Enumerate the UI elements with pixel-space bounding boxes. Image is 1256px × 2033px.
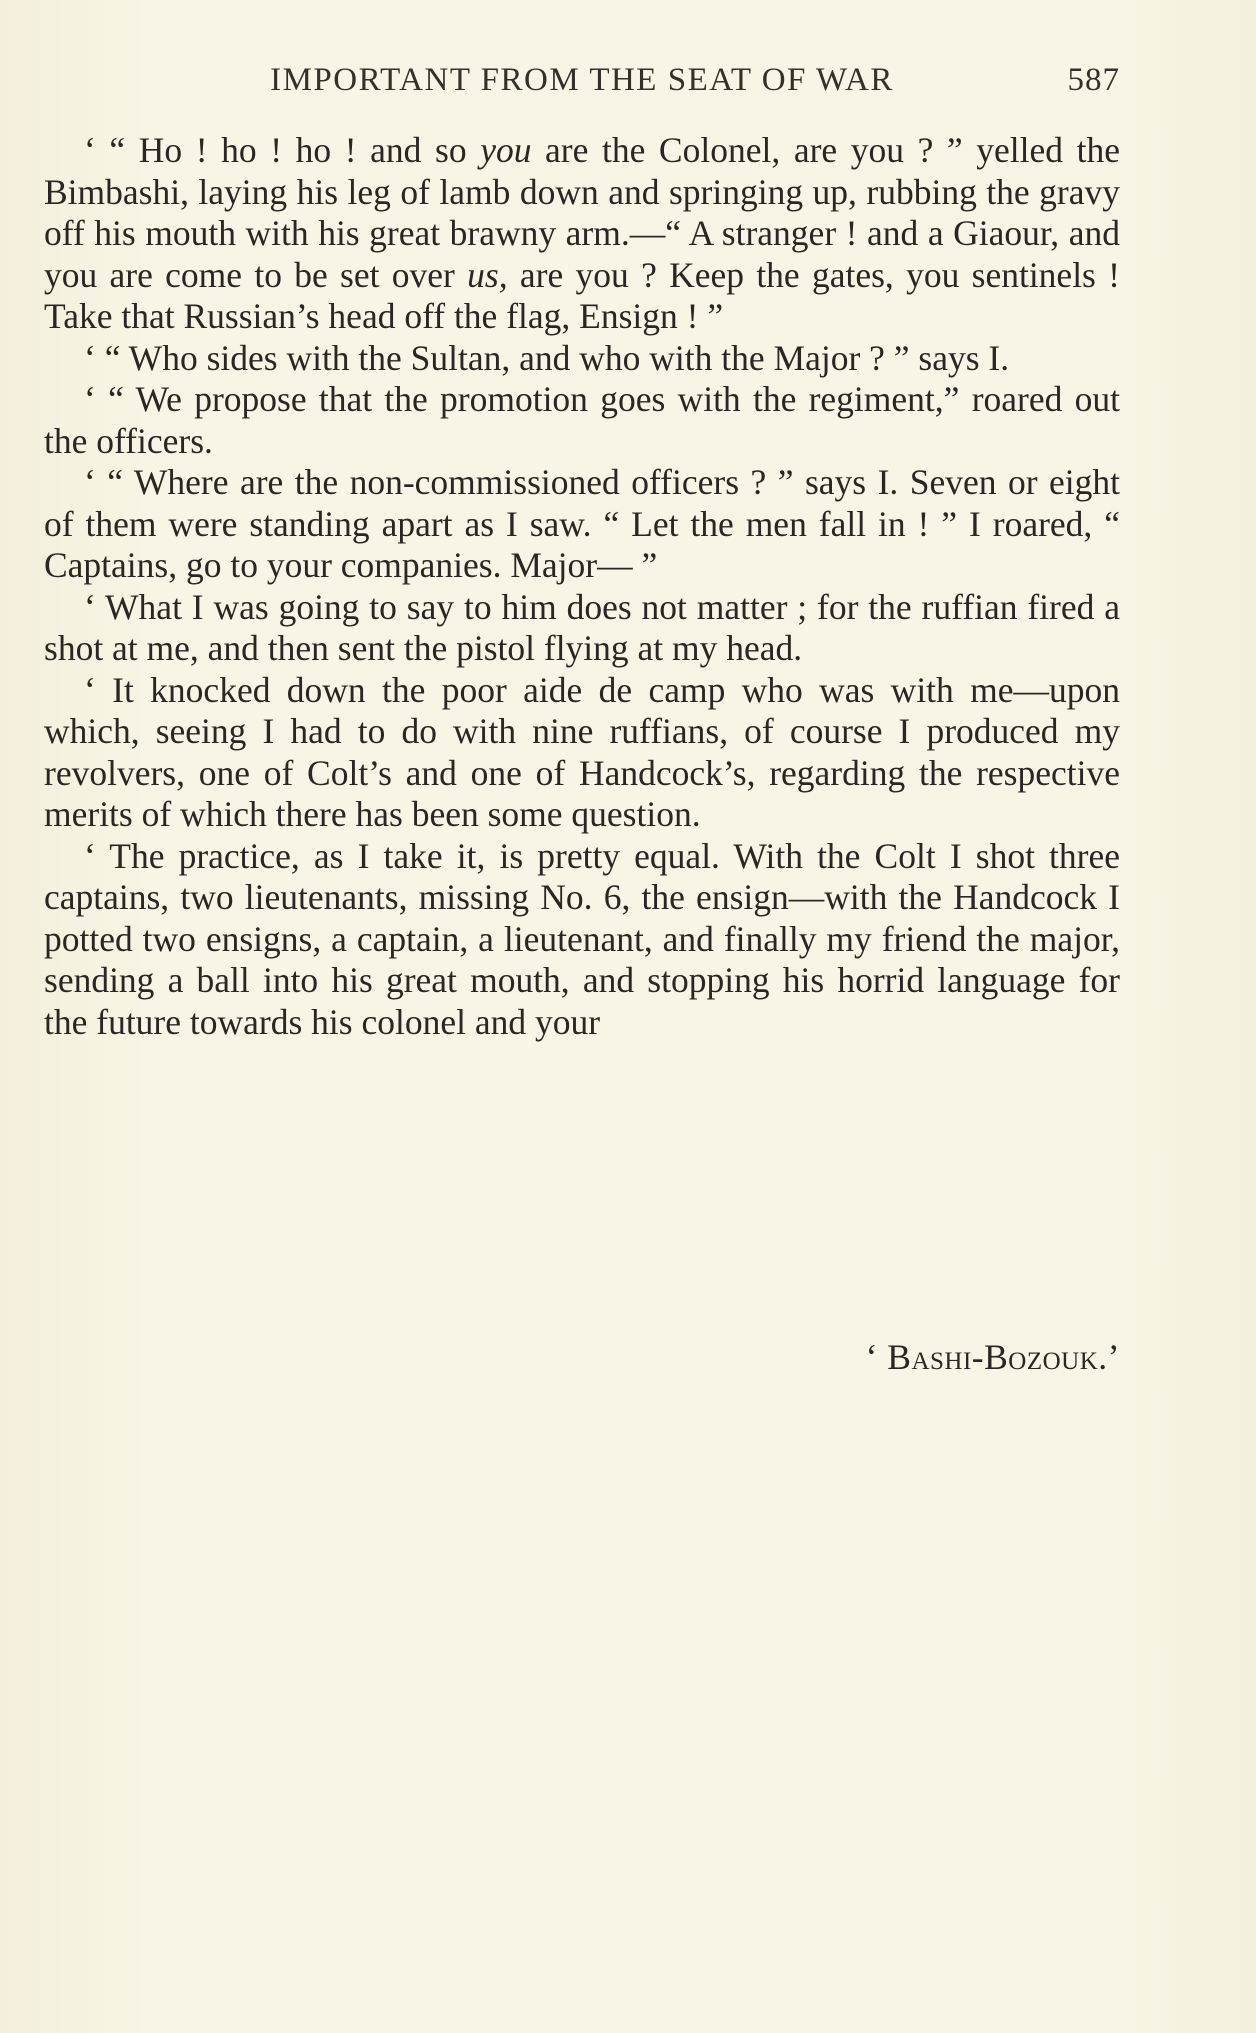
signature: ‘ Bashi-Bozouk.’ [865,1337,1120,1377]
paragraph-text: ‘ “ Ho ! ho ! ho ! and so [84,130,481,170]
running-head [44,56,1120,104]
italic-emphasis: you [480,130,532,170]
paragraph-text: are you ? Keep the gates, you sentinels ! Take that Russian’s head off the flag, Ensign ! ” [44,254,1120,336]
paragraph [44,130,1120,338]
page-number: 587 [1067,62,1120,98]
paragraph: ‘ “ We propose that the promotion goes with the regiment,” roared out the officers. [44,379,1120,461]
paragraph: ‘ “ Where are the non-commissioned officers ? ” says I. Seven or eight of them were standing apart as I saw. “ Let the men fall in ! ” I roared, “ Captains, go to your companies. Major— ” [44,462,1120,585]
body-text [44,130,1120,1043]
paragraph: ‘ “ Who sides with the Sultan, and who with the Major ? ” says I. [84,337,1010,378]
italic-emphasis: us, [467,254,508,295]
paragraph: ‘ It knocked down the poor aide de camp who was with me—upon which, seeing I had to do with nine ruffians, of course I produced my revolvers, one of Colt’s and one of Handcock’s, regarding the respective merits of which there has been some question. [44,669,1120,834]
running-title: IMPORTANT FROM THE SEAT OF WAR [270,62,894,98]
paragraph: ‘ The practice, as I take it, is pretty equal. With the Colt I shot three captains, two lieutenants, missing No. 6, the ensign—with the Handcock I potted two ensigns, a captain, a lieutenant, and finally my friend the major, sending a ball into his great mouth, and stopping his horrid language for the future towards his colonel and your [44,835,1120,1042]
paragraph-text: are the Colonel, are you ? ” yelled the Bimbashi, laying his leg of lamb down and springing up, rubbing the gravy off his mouth with his great brawny arm.—“ A stranger ! and a Giaour, and you are come to be set over [44,130,1120,295]
paragraph: ‘ What I was going to say to him does not matter ; for the ruffian fired a shot at me, and then sent the pistol flying at my head. [44,586,1120,668]
